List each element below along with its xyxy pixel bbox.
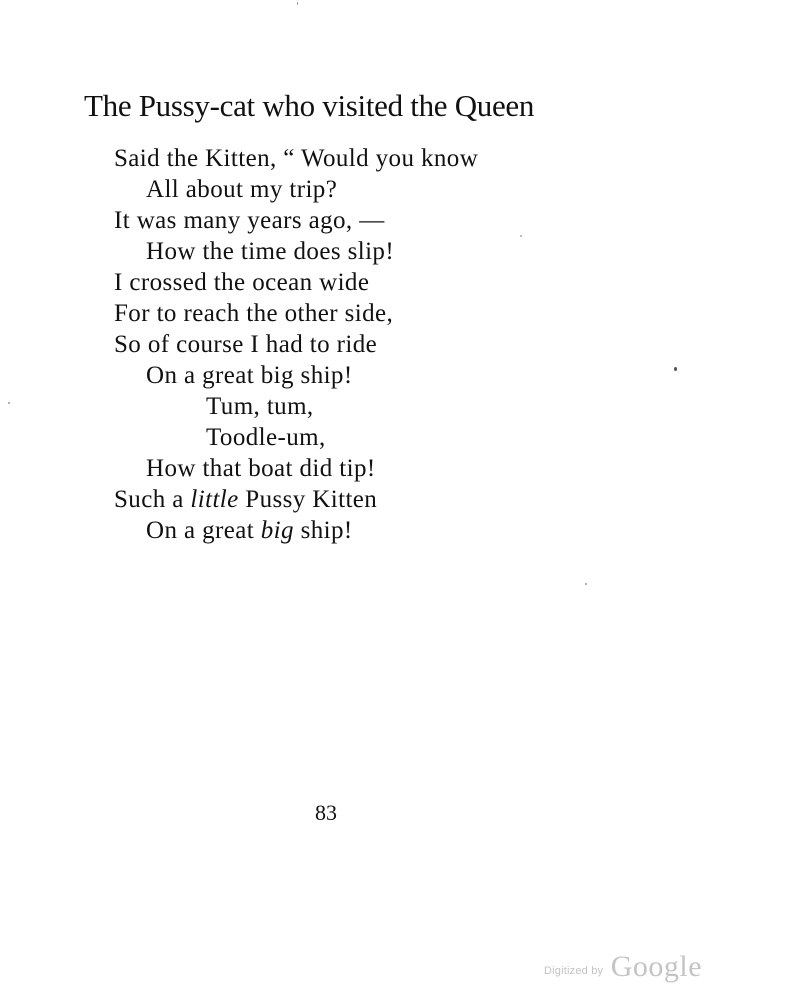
digitized-by-watermark	[544, 950, 702, 984]
poem-line: On a great big ship!	[146, 517, 353, 544]
scan-speck	[520, 235, 522, 237]
poem-line: So of course I had to ride	[114, 331, 378, 358]
poem-line: How the time does slip!	[146, 238, 395, 265]
google-logo: Google	[610, 950, 703, 983]
poem-line: For to reach the other side,	[114, 300, 394, 327]
italic-emphasis: big	[260, 517, 294, 544]
scan-speck	[8, 402, 10, 404]
poem-line: How that boat did tip!	[146, 455, 376, 482]
poem-line: It was many years ago, —	[114, 207, 385, 234]
scan-speck	[297, 2, 298, 5]
poem-line: I crossed the ocean wide	[114, 269, 370, 296]
poem-line: Toodle-um,	[206, 424, 326, 451]
page-number: 83	[315, 800, 337, 825]
scan-speck	[674, 367, 677, 371]
poem-line: On a great big ship!	[146, 362, 353, 389]
page-title: The Pussy-cat who visited the Queen	[84, 88, 535, 123]
poem-line: Said the Kitten, “ Would you know	[114, 145, 479, 172]
poem-line: All about my trip?	[146, 176, 338, 203]
watermark-prefix: Digitized by	[544, 965, 604, 977]
poem	[114, 143, 478, 546]
italic-emphasis: little	[190, 486, 239, 513]
scan-speck	[585, 583, 587, 585]
poem-line: Such a little Pussy Kitten	[114, 486, 378, 513]
poem-line: Tum, tum,	[206, 393, 314, 420]
